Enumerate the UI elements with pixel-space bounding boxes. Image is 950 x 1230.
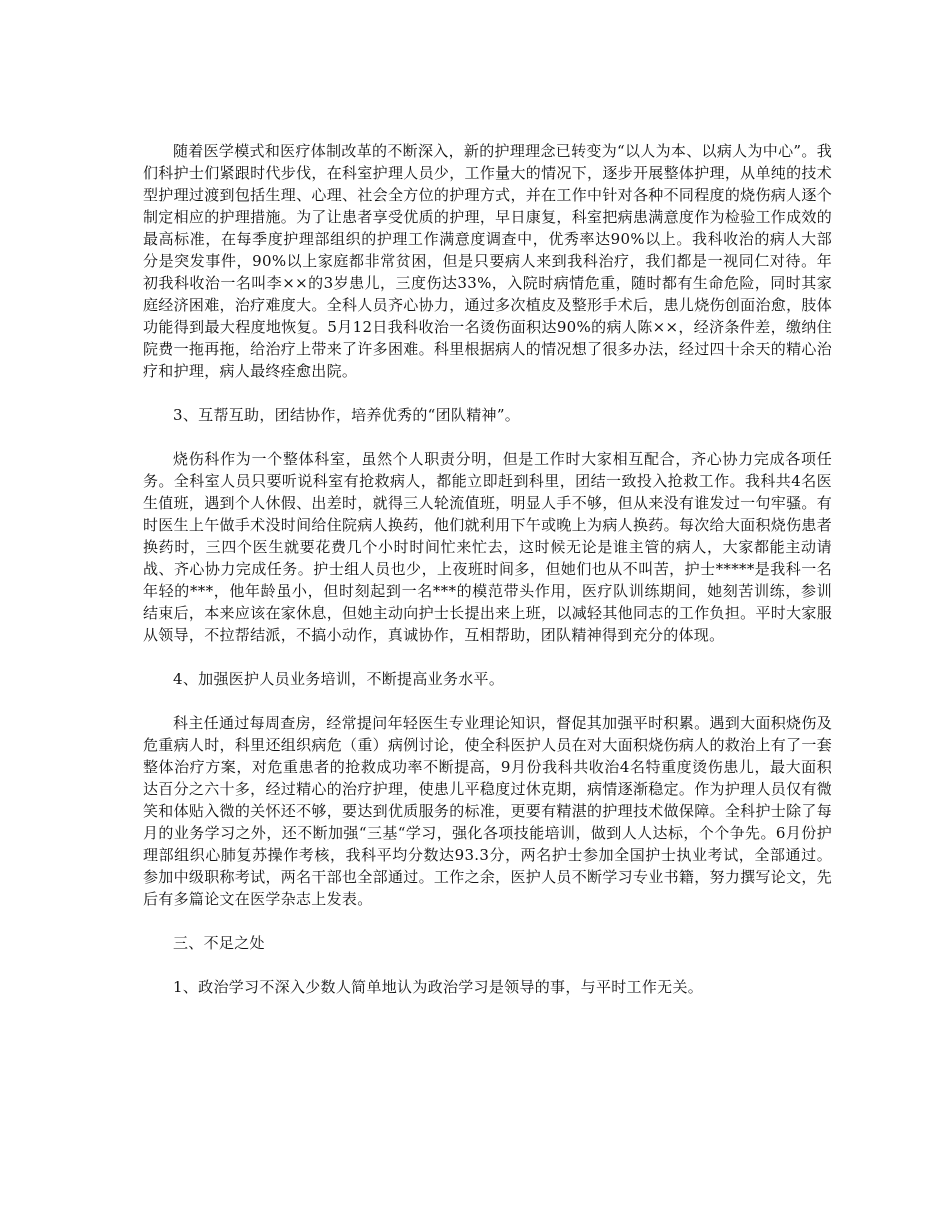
section-heading-teamwork: 3、互帮互助，团结协作，培养优秀的“团队精神”。: [173, 406, 521, 424]
section-heading-shortcomings: 三、不足之处: [173, 934, 265, 952]
paragraph-teamwork: 烧伤科作为一个整体科室，虽然个人职责分明，但是工作时大家相互配合，齐心协力完成各项任务。全科室人员只要听说科室有抢救病人，都能立即赶到科里，团结一致投入抢救工作。我科共4名医生值班，遇到个人休假、出差时，就得三人轮流值班，明显人手不够，但从来没有谁发过一句牢骚。有时医生上午做手术没时间给住院病人换药，他们就利用下午或晚上为病人换药。每次给大面积烧伤患者换药时，三四个医生就要花费几个小时时间忙来忙去，这时候无论是谁主管的病人，大家都能主动请战、齐心协力完成任务。护士组人员也少，上夜班时间多，但她们也从不叫苦，护士*****是我科一名年轻的***，他年龄虽小，但时刻起到一名***的模范带头作用，医疗队训练期间，她刻苦训练，参训结束后，本来应该在家休息，但她主动向护士长提出来上班，以减轻其他同志的工作负担。平时大家服从领导，不拉帮结派，不搞小动作，真诚协作，互相帮助，团队精神得到充分的体现。: [143, 450, 832, 644]
section-heading-training: 4、加强医护人员业务培训，不断提高业务水平。: [173, 670, 505, 688]
paragraph-patient-care: 随着医学模式和医疗体制改革的不断深入，新的护理理念已转变为“以人为本、以病人为中心”。我们科护士们紧跟时代步伐，在科室护理人员少，工作量大的情况下，逐步开展整体护理，从单纯的技术型护理过渡到包括生理、心理、社会全方位的护理方式，并在工作中针对各种不同程度的烧伤病人逐个制定相应的护理措施。为了让患者享受优质的护理，早日康复，科室把病患满意度作为检验工作成效的最高标准，在每季度护理部组织的护理工作满意度调查中，优秀率达90%以上。我科收治的病人大部分是突发事件，90%以上家庭都非常贫困，但是只要病人来到我科治疗，我们都是一视同仁对待。年初我科收治一名叫李××的3岁患儿，三度伤达33%，入院时病情危重，随时都有生命危险，同时其家庭经济困难，治疗难度大。全科人员齐心协力，通过多次植皮及整形手术后，患儿烧伤创面治愈，肢体功能得到最大程度地恢复。5月12日我科收治一名烫伤面积达90%的病人陈××，经济条件差，缴纳住院费一拖再拖，给治疗上带来了许多困难。科里根据病人的情况想了很多办法，经过四十余天的精心治疗和护理，病人最终痊愈出院。: [143, 142, 832, 380]
paragraph-training: 科主任通过每周查房，经常提问年轻医生专业理论知识，督促其加强平时积累。遇到大面积烧伤及危重病人时，科里还组织病危（重）病例讨论，使全科医护人员在对大面积烧伤病人的救治上有了一套整体治疗方案，对危重患者的抢救成功率不断提高，9月份我科共收治4名特重度烫伤患儿，最大面积达百分之六十多，经过精心的治疗护理，使患儿平稳度过休克期，病情逐渐稳定。作为护理人员仅有微笑和体贴入微的关怀还不够，要达到优质服务的标准，更要有精湛的护理技术做保障。全科护士除了每月的业务学习之外，还不断加强“三基“学习，强化各项技能培训，做到人人达标，个个争先。6月份护理部组织心肺复苏操作考核，我科平均分数达93.3分，两名护士参加全国护士执业考试，全部通过。参加中级职称考试，两名干部也全部通过。工作之余，医护人员不断学习专业书籍，努力撰写论文，先后有多篇论文在医学杂志上发表。: [143, 714, 832, 908]
paragraph-shortcoming-1: 1、政治学习不深入少数人简单地认为政治学习是领导的事，与平时工作无关。: [173, 978, 704, 996]
